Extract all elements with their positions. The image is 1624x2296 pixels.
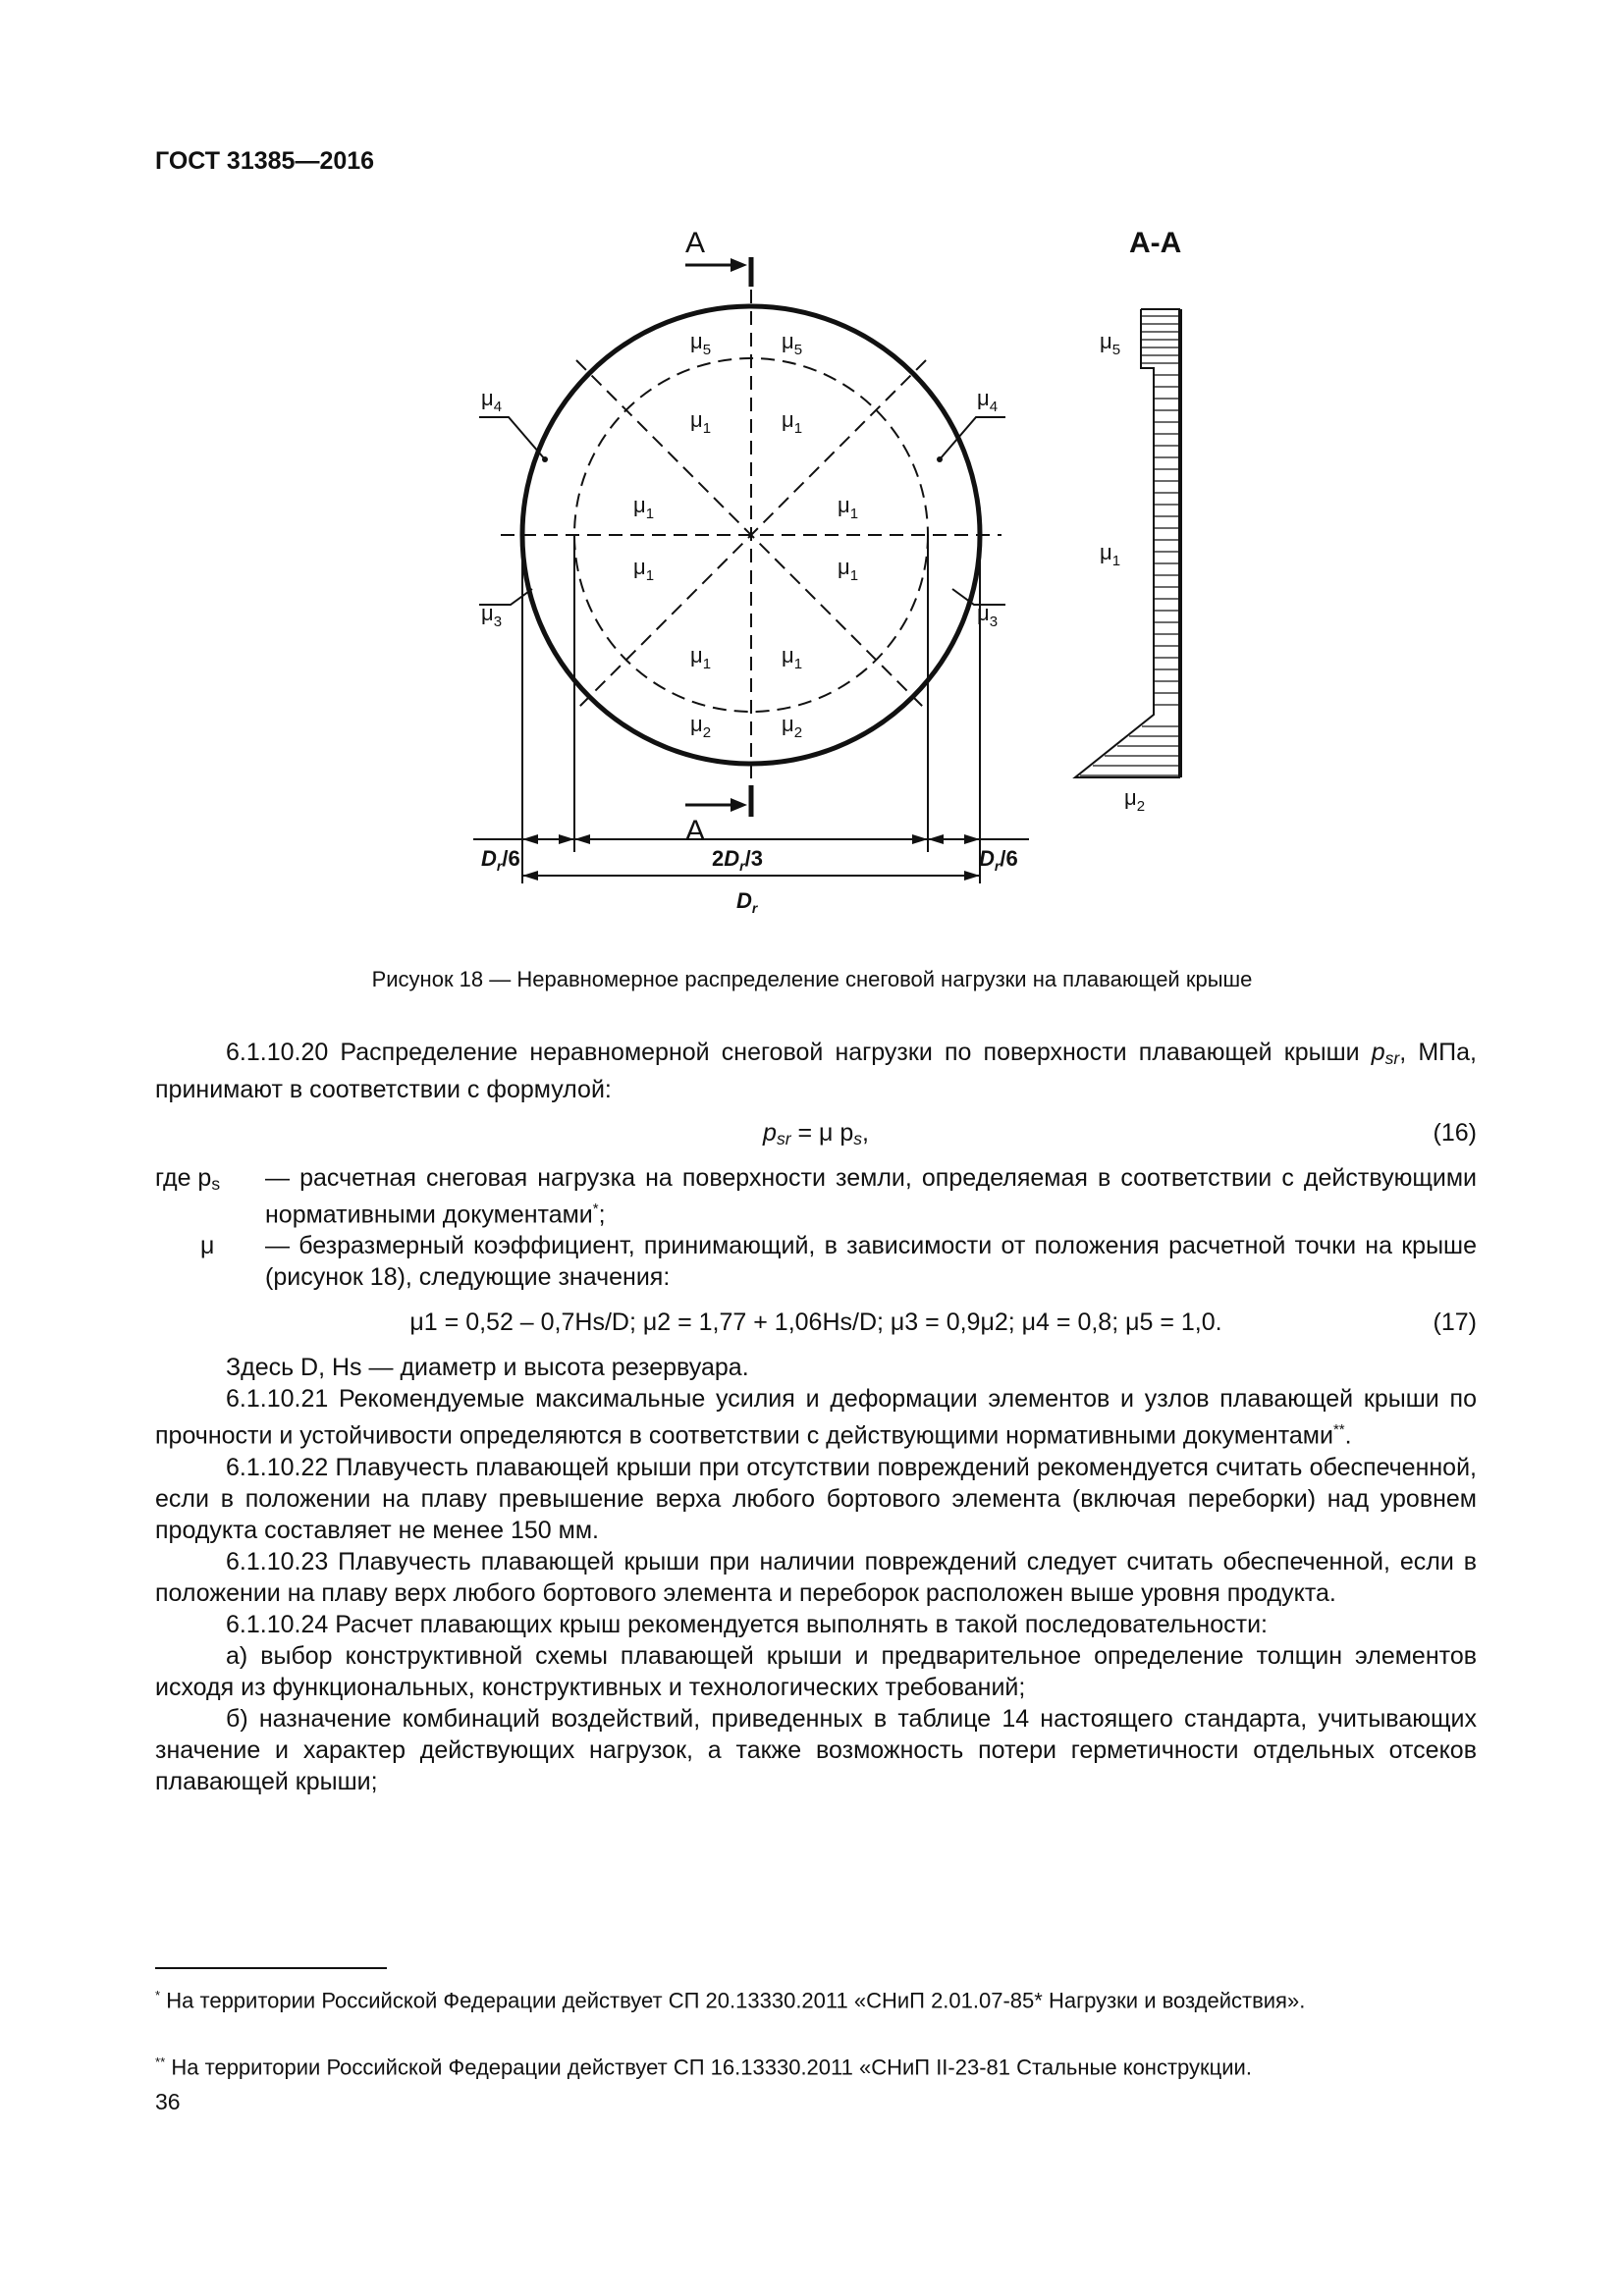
- label-mu1: $\mu_1$: [633, 555, 655, 584]
- document-header: ГОСТ 31385—2016: [155, 147, 375, 175]
- formula-number-16: (16): [1433, 1119, 1477, 1147]
- dim-label-middle: $2D_r/3$: [712, 846, 763, 874]
- formula-16: $p_{sr} = \mu$ $p_s$, (16): [763, 1119, 1477, 1148]
- paragraph-6-1-10-21: 6.1.10.21 Рекомендуемые максимальные усилия и деформации элементов и узлов плавающей крыши по прочности и устойчивости определяются в соответствии с действующими нормативными документами**.: [155, 1385, 1477, 1450]
- label-mu3-left: $\mu_3$: [481, 601, 503, 630]
- label-mu1: $\mu_1$: [690, 643, 712, 672]
- page-number: 36: [155, 2089, 181, 2114]
- paragraph-6-1-10-23: 6.1.10.23 Плавучесть плавающей крыши при наличии повреждений следует считать обеспеченной, если в положении на плаву верх любого бортового элемента и переборок расположен выше уровня продукта.: [155, 1547, 1477, 1607]
- label-mu2-left: $\mu_2$: [690, 712, 712, 741]
- list-item-b: б) назначение комбинаций воздействий, приведенных в таблице 14 настоящего стандарта, учитывающих значение и характер действующих нагрузок, а также возможность потери герметичности отдельных отсеков плавающей крыши;: [155, 1704, 1477, 1795]
- section-title: A-A: [1129, 227, 1182, 259]
- label-mu1: $\mu_1$: [782, 643, 803, 672]
- label-mu1: $\mu_1$: [838, 493, 859, 522]
- footnote-separator: [155, 1967, 387, 1969]
- label-mu4-left: $\mu_4$: [481, 386, 503, 415]
- figure-18: [412, 196, 1237, 962]
- where-ps: где $p_s$ — расчетная снеговая нагрузка на поверхности земли, определяемая в соответствии с действующими нормативными документами*;: [155, 1164, 1477, 1229]
- where-mu: μ — безразмерный коэффициент, принимающий, в зависимости от положения расчетной точки на крыше (рисунок 18), следующие значения:: [200, 1232, 1477, 1292]
- label-mu5-left: $\mu_5$: [690, 329, 712, 358]
- list-item-a: а) выбор конструктивной схемы плавающей крыши и предварительное определение толщин элементов исходя из функциональных, конструктивных и технологических требований;: [155, 1641, 1477, 1701]
- dim-label-right: $D_r/6$: [979, 846, 1018, 874]
- dim-label-total: $D_r$: [736, 888, 758, 916]
- label-mu3-right: $\mu_3$: [977, 601, 999, 630]
- label-mu1: $\mu_1$: [782, 407, 803, 437]
- label-mu1: $\mu_1$: [633, 493, 655, 522]
- section-label-mu2: $\mu_2$: [1124, 785, 1146, 815]
- section-label-mu5: $\mu_5$: [1100, 329, 1121, 358]
- footnote-1: * На территории Российской Федерации действует СП 20.13330.2011 «СНиП 2.01.07-85* Нагрузки и воздействия».: [155, 1988, 1306, 2013]
- load-arrows: [1080, 316, 1178, 775]
- section-label-bottom: A: [685, 815, 706, 847]
- formula-number-17: (17): [1433, 1308, 1477, 1337]
- snow-load-diagram: [412, 196, 1237, 962]
- label-mu4-right: $\mu_4$: [977, 386, 999, 415]
- figure-caption: Рисунок 18 — Неравномерное распределение снеговой нагрузки на плавающей крыше: [371, 967, 1253, 991]
- label-mu1: $\mu_1$: [690, 407, 712, 437]
- body-text: [155, 1037, 1477, 1797]
- label-mu5-right: $\mu_5$: [782, 329, 803, 358]
- label-mu2-right: $\mu_2$: [782, 712, 803, 741]
- paragraph-here: Здесь D, Hs — диаметр и высота резервуара.: [226, 1354, 749, 1382]
- footnote-2: ** На территории Российской Федерации действует СП 16.13330.2011 «СНиП II-23-81 Стальные конструкции.: [155, 2055, 1252, 2080]
- section-label-top: A: [685, 227, 706, 259]
- formula-17: μ1 = 0,52 – 0,7Hs/D; μ2 = 1,77 + 1,06Hs/D; μ3 = 0,9μ2; μ4 = 0,8; μ5 = 1,0. (17): [409, 1308, 1477, 1337]
- section-label-mu1: $\mu_1$: [1100, 540, 1121, 569]
- load-diagram-outline: [1075, 309, 1180, 777]
- paragraph-6-1-10-22: 6.1.10.22 Плавучесть плавающей крыши при отсутствии повреждений рекомендуется считать обеспеченной, если в положении на плаву превышение верха любого бортового элемента (включая переборки) над уровнем продукта составляет не менее 150 мм.: [155, 1453, 1477, 1544]
- paragraph-6-1-10-24: 6.1.10.24 Расчет плавающих крыш рекомендуется выполнять в такой последовательности:: [226, 1610, 1268, 1638]
- paragraph-6-1-10-20: 6.1.10.20 Распределение неравномерной снеговой нагрузки по поверхности плавающей крыши $p_{sr}$, МПа, принимают в соответствии с формулой:: [155, 1039, 1477, 1103]
- label-mu1: $\mu_1$: [838, 555, 859, 584]
- dim-label-left: $D_r/6$: [481, 846, 520, 874]
